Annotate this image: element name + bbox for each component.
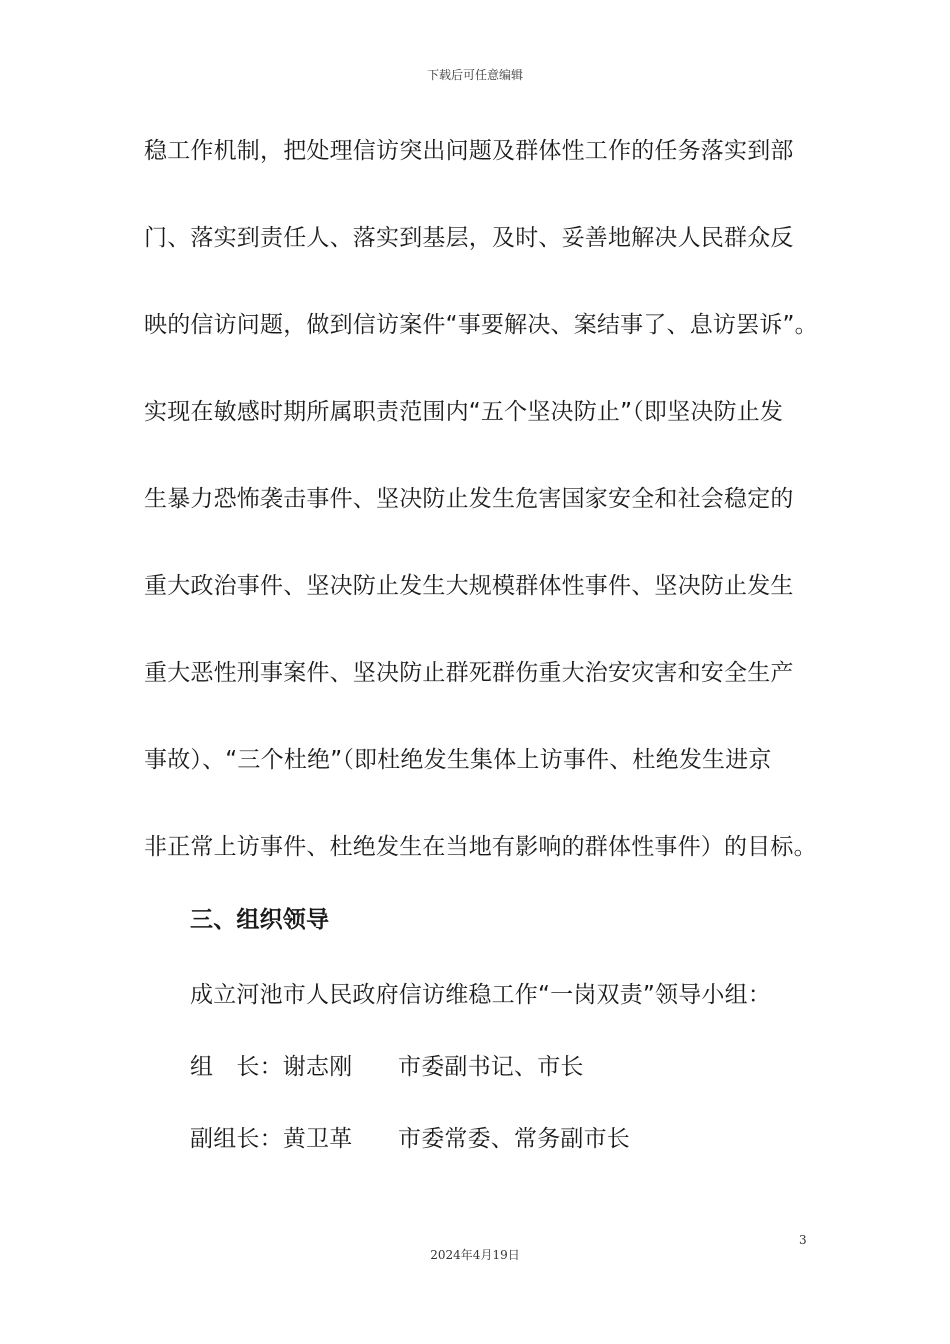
paragraph-line: 门、落实到责任人、落实到基层，及时、妥善地解决人民群众反	[144, 225, 794, 251]
paragraph-line: 非正常上访事件、杜绝发生在当地有影响的群体性事件）的目标。	[144, 834, 817, 860]
page-header: 下载后可任意编辑	[426, 68, 523, 82]
leader-row	[190, 1052, 584, 1082]
intro-line: 成立河池市人民政府信访维稳工作“一岗双责”领导小组：	[190, 982, 772, 1008]
leader-title: 市委常委、常务副市长	[398, 1126, 630, 1152]
section-heading: 三、组织领导	[190, 907, 330, 933]
leader-role: 副组长：黄卫革	[190, 1126, 353, 1152]
paragraph-line: 生暴力恐怖袭击事件、坚决防止发生危害国家安全和社会稳定的	[144, 486, 794, 512]
leader-role: 组 长：谢志刚	[190, 1054, 353, 1080]
paragraph-line: 重大政治事件、坚决防止发生大规模群体性事件、坚决防止发生	[144, 573, 794, 599]
page-number: 3	[799, 1233, 807, 1247]
paragraph-line: 重大恶性刑事案件、坚决防止群死群伤重大治安灾害和安全生产	[144, 660, 794, 686]
paragraph-line: 事故）、“三个杜绝”（即杜绝发生集体上访事件、杜绝发生进京	[144, 747, 772, 773]
leader-title: 市委副书记、市长	[398, 1054, 584, 1080]
footer-date: 2024年4月19日	[430, 1248, 520, 1262]
paragraph-line: 映的信访问题，做到信访案件“事要解决、案结事了、息访罢诉”。	[144, 312, 818, 338]
leader-row	[190, 1124, 630, 1154]
paragraph-line: 稳工作机制，把处理信访突出问题及群体性工作的任务落实到部	[144, 138, 794, 164]
paragraph-line: 实现在敏感时期所属职责范围内“五个坚决防止”（即坚决防止发	[144, 399, 784, 425]
